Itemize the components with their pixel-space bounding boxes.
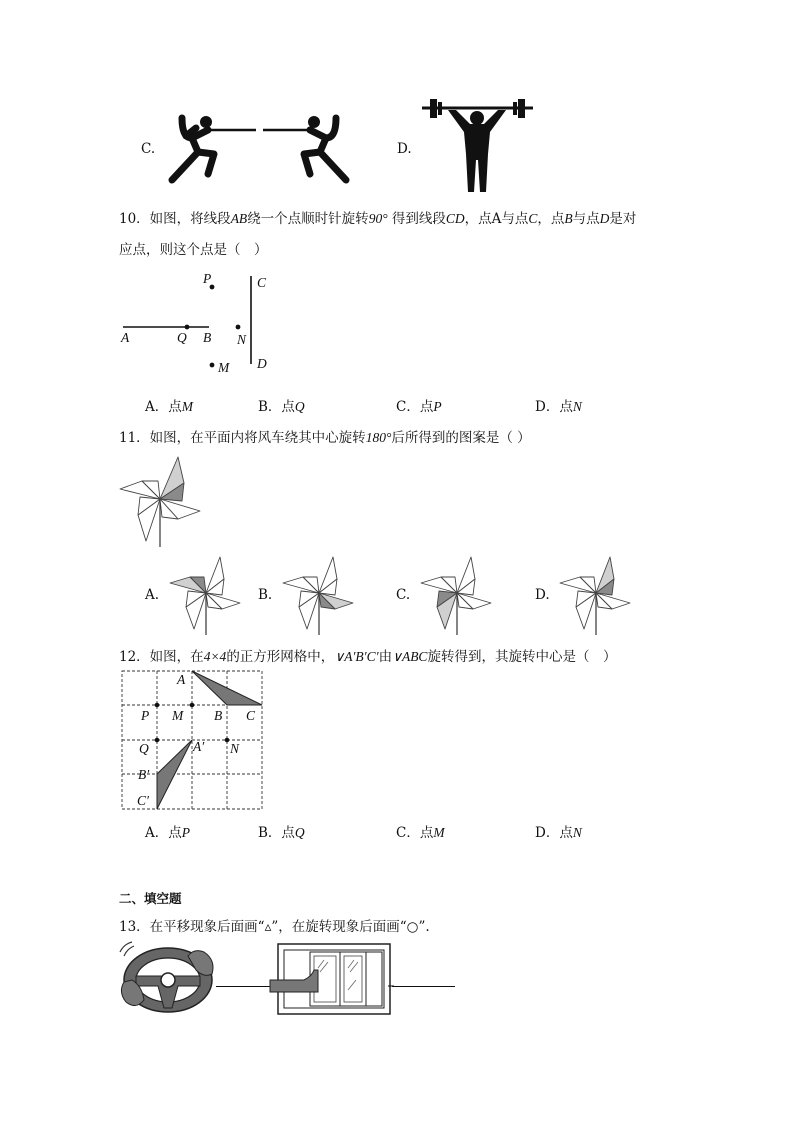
q10-text-f: ，点 bbox=[537, 211, 565, 227]
q10-label-d: D bbox=[257, 356, 267, 371]
q10-text-e: 与点 bbox=[501, 211, 529, 227]
q10-text-c: 得到线段 bbox=[391, 211, 446, 227]
q12-option-b-value: Q bbox=[294, 825, 305, 840]
q10-label-b: B bbox=[203, 330, 212, 345]
section-heading: 二、填空题 bbox=[119, 891, 182, 906]
q11-option-d-key[interactable]: D. bbox=[535, 587, 550, 603]
weightlifter-figure bbox=[420, 96, 535, 200]
q12-label-p: P bbox=[141, 708, 150, 723]
q10-label-q: Q bbox=[177, 330, 187, 345]
q10-label-m: M bbox=[218, 360, 230, 375]
q11-text-b: 后所得到的图案是（ ） bbox=[391, 430, 531, 446]
q12-option-a-key: A．点 bbox=[145, 825, 182, 841]
q10-point-a: A bbox=[491, 211, 502, 227]
q10-segment-cd: CD bbox=[445, 211, 465, 226]
q12-text-b: 的正方形网格中， bbox=[226, 649, 335, 665]
q10-stem-line1 bbox=[119, 207, 636, 227]
q10-label-n: N bbox=[237, 332, 247, 347]
q10-option-b[interactable] bbox=[258, 395, 305, 415]
q10-option-a-key: A．点 bbox=[145, 399, 182, 415]
pinwheel-option-a[interactable] bbox=[168, 555, 243, 635]
q12-option-c[interactable] bbox=[396, 821, 445, 841]
q10-point-c: C bbox=[528, 211, 538, 226]
q10-stem-line2: 应点，则这个点是（ ） bbox=[119, 242, 268, 258]
q10-option-a[interactable] bbox=[145, 395, 193, 415]
q12-label-b: B bbox=[214, 708, 223, 723]
q10-text-b: 绕一个点顺时针旋转 bbox=[247, 211, 369, 227]
q12-label-a-prime: A′ bbox=[193, 739, 205, 754]
q11-text-a: 11．如图，在平面内将风车绕其中心旋转 bbox=[119, 430, 366, 446]
q10-option-b-value: Q bbox=[294, 399, 305, 414]
q11-degree: 180° bbox=[365, 430, 392, 445]
q12-option-d[interactable] bbox=[535, 821, 582, 841]
q9-option-d-key: D. bbox=[397, 141, 412, 157]
q12-text-d: 旋转得到，其旋转中心是（ ） bbox=[427, 649, 617, 665]
q12-label-c: C bbox=[246, 708, 256, 723]
q12-option-a[interactable] bbox=[145, 821, 190, 841]
q12-stem bbox=[119, 645, 616, 665]
q12-text-c: 由 bbox=[378, 649, 393, 665]
q13-stem: 13．在平移现象后面画“▵”，在旋转现象后面画“○”. bbox=[119, 919, 430, 935]
pinwheel-option-b[interactable] bbox=[281, 555, 356, 635]
q12-label-c-prime: C′ bbox=[137, 793, 149, 808]
pinwheel-option-c[interactable] bbox=[419, 555, 494, 635]
q10-text-h: 是对 bbox=[609, 211, 637, 227]
q11-option-a-key[interactable]: A. bbox=[145, 587, 160, 603]
fencers-figure bbox=[168, 108, 353, 188]
pinwheel-option-d[interactable] bbox=[558, 555, 633, 635]
q10-option-d-key: D．点 bbox=[535, 399, 573, 415]
q12-label-m: M bbox=[172, 708, 184, 723]
q12-triangle-image: ∨A′B′C′ bbox=[334, 649, 379, 664]
q9-option-c-key: C. bbox=[141, 141, 156, 157]
q10-point-d: D bbox=[599, 211, 610, 226]
q10-option-d-value: N bbox=[572, 399, 582, 414]
q11-option-c-key[interactable]: C. bbox=[396, 587, 411, 603]
q10-option-a-value: M bbox=[181, 399, 193, 414]
q12-grid-size: 4×4 bbox=[203, 649, 227, 664]
q12-option-d-value: N bbox=[572, 825, 582, 840]
q10-text-a: 10．如图，将线段 bbox=[119, 211, 231, 227]
q10-degree: 90° bbox=[368, 211, 388, 226]
q12-option-b[interactable] bbox=[258, 821, 305, 841]
q10-label-c: C bbox=[257, 275, 267, 290]
q12-label-b-prime: B′ bbox=[138, 767, 150, 782]
q12-label-a: A bbox=[177, 672, 186, 687]
q10-option-c[interactable] bbox=[396, 395, 442, 415]
q11-option-b-key[interactable]: B. bbox=[258, 587, 273, 603]
q11-stem bbox=[119, 426, 531, 446]
q12-option-b-key: B．点 bbox=[258, 825, 295, 841]
q12-grid-figure bbox=[121, 670, 263, 810]
q12-label-n: N bbox=[230, 741, 240, 756]
q10-option-c-key: C．点 bbox=[396, 399, 434, 415]
q10-option-b-key: B．点 bbox=[258, 399, 295, 415]
q10-text-d: ，点 bbox=[464, 211, 492, 227]
q10-segment-ab: AB bbox=[230, 211, 248, 226]
q12-option-a-value: P bbox=[181, 825, 190, 840]
q10-point-b: B bbox=[564, 211, 573, 226]
q10-option-d[interactable] bbox=[535, 395, 582, 415]
q12-text-a: 12．如图，在 bbox=[119, 649, 204, 665]
q10-label-p: P bbox=[203, 271, 212, 286]
q10-text-g: 与点 bbox=[572, 211, 600, 227]
q12-triangle-original: ∨ABC bbox=[392, 649, 428, 664]
q13-answer-line-2[interactable] bbox=[392, 986, 455, 987]
q10-option-c-value: P bbox=[433, 399, 442, 414]
steering-wheel-figure bbox=[116, 940, 220, 1016]
q12-option-d-key: D．点 bbox=[535, 825, 573, 841]
q12-label-q: Q bbox=[139, 741, 149, 756]
sliding-window-figure bbox=[268, 942, 394, 1016]
q10-label-a: A bbox=[121, 330, 130, 345]
q12-option-c-value: M bbox=[433, 825, 445, 840]
q12-option-c-key: C．点 bbox=[396, 825, 434, 841]
pinwheel-original bbox=[118, 455, 206, 547]
